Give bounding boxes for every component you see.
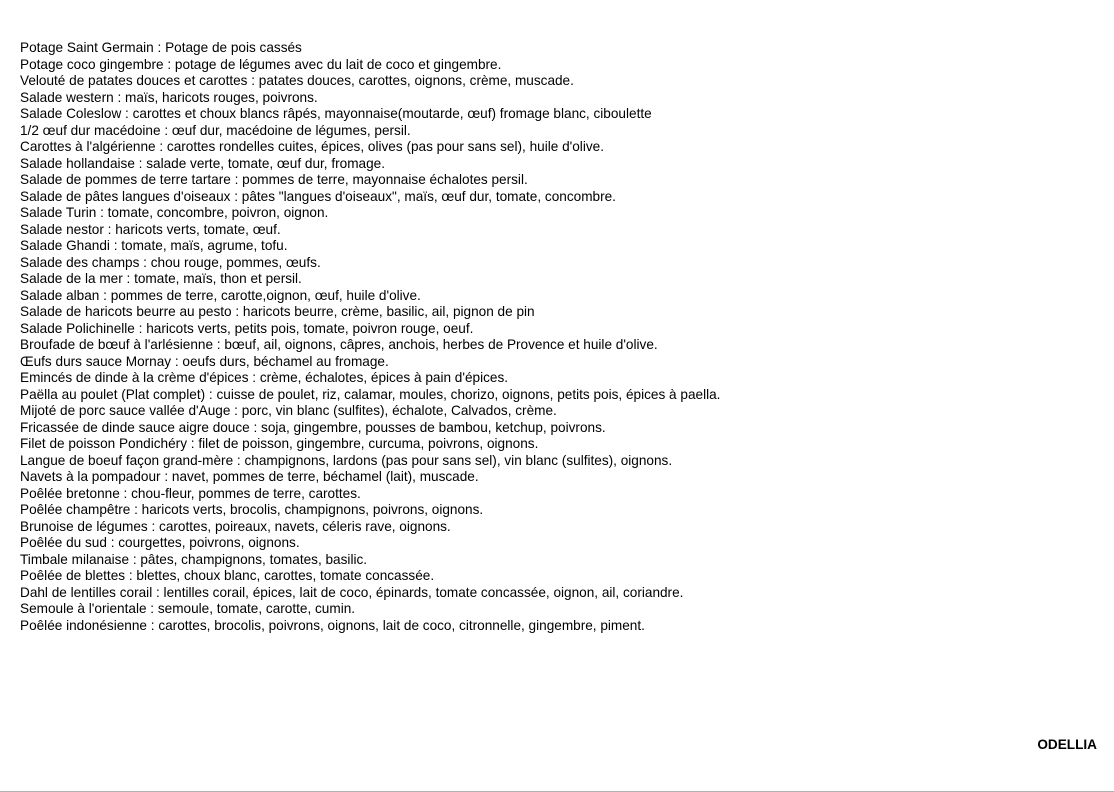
dish-line: Poêlée de blettes : blettes, choux blanc, carottes, tomate concassée. bbox=[20, 568, 435, 583]
dish-line: Langue de boeuf façon grand-mère : champignons, lardons (pas pour sans sel), vin blanc (sulfites), oignons. bbox=[20, 452, 673, 468]
dish-line: Salade Polichinelle : haricots verts, petits pois, tomate, poivron rouge, oeuf. bbox=[20, 320, 474, 336]
dish-line: Dahl de lentilles corail : lentilles corail, épices, lait de coco, épinards, tomate concassée, oignon, ail, coriandre. bbox=[20, 584, 684, 600]
dish-line: Velouté de patates douces et carottes : patates douces, carottes, oignons, crème, muscade. bbox=[20, 73, 574, 88]
dish-line: Salade de pommes de terre tartare : pommes de terre, mayonnaise échalotes persil. bbox=[20, 172, 528, 187]
dish-line: Fricassée de dinde sauce aigre douce : soja, gingembre, pousses de bambou, ketchup, poivrons. bbox=[20, 419, 606, 435]
dish-line: Salade hollandaise : salade verte, tomate, œuf dur, fromage. bbox=[20, 155, 385, 171]
dish-line: Salade de pâtes langues d'oiseaux : pâtes "langues d'oiseaux", maïs, œuf dur, tomate, concombre. bbox=[20, 188, 616, 204]
dish-line: Poêlée champêtre : haricots verts, brocolis, champignons, poivrons, oignons. bbox=[20, 502, 484, 517]
dish-line: Navets à la pompadour : navet, pommes de terre, béchamel (lait), muscade. bbox=[20, 469, 479, 484]
dish-line: Salade des champs : chou rouge, pommes, œufs. bbox=[20, 254, 321, 270]
dish-line: Potage Saint Germain : Potage de pois cassés bbox=[20, 40, 302, 55]
dish-line: Potage coco gingembre : potage de légumes avec du lait de coco et gingembre. bbox=[20, 56, 502, 72]
dish-line: 1/2 œuf dur macédoine : œuf dur, macédoine de légumes, persil. bbox=[20, 122, 411, 138]
dish-line: Salade de haricots beurre au pesto : haricots beurre, crème, basilic, ail, pignon de pin bbox=[20, 304, 535, 319]
dish-line: Salade Turin : tomate, concombre, poivron, oignon. bbox=[20, 205, 329, 220]
dish-line: Timbale milanaise : pâtes, champignons, tomates, basilic. bbox=[20, 551, 368, 567]
dish-line: Poêlée bretonne : chou-fleur, pommes de terre, carottes. bbox=[20, 485, 361, 501]
dish-line: Paëlla au poulet (Plat complet) : cuisse de poulet, riz, calamar, moules, chorizo, oignons, petits pois, épices à paella. bbox=[20, 386, 721, 402]
dish-line: Salade Coleslow : carottes et choux blancs râpés, mayonnaise(moutarde, œuf) fromage blanc, ciboulette bbox=[20, 106, 652, 121]
dish-line: Œufs durs sauce Mornay : oeufs durs, béchamel au fromage. bbox=[20, 353, 389, 369]
dish-line: Semoule à l'orientale : semoule, tomate, carotte, cumin. bbox=[20, 601, 356, 616]
dish-line: Salade nestor : haricots verts, tomate, œuf. bbox=[20, 221, 281, 237]
dish-line: Poêlée indonésienne : carottes, brocolis, poivrons, oignons, lait de coco, citronnelle, gingembre, piment. bbox=[20, 617, 645, 633]
brand-footer: ODELLIA bbox=[1037, 737, 1097, 752]
dish-line: Filet de poisson Pondichéry : filet de poisson, gingembre, curcuma, poivrons, oignons. bbox=[20, 436, 539, 451]
dish-line: Salade Ghandi : tomate, maïs, agrume, tofu. bbox=[20, 238, 288, 253]
dish-line: Salade de la mer : tomate, maïs, thon et persil. bbox=[20, 271, 302, 286]
dish-line: Salade alban : pommes de terre, carotte,oignon, œuf, huile d'olive. bbox=[20, 287, 421, 303]
dish-line: Brunoise de légumes : carottes, poireaux, navets, céleris rave, oignons. bbox=[20, 518, 451, 534]
dish-line: Salade western : maïs, haricots rouges, poivrons. bbox=[20, 89, 318, 105]
dish-line: Broufade de bœuf à l'arlésienne : bœuf, ail, oignons, câpres, anchois, herbes de Provence et huile d'olive. bbox=[20, 337, 658, 352]
dish-line: Carottes à l'algérienne : carottes rondelles cuites, épices, olives (pas pour sans sel), huile d'olive. bbox=[20, 139, 604, 154]
dish-line: Poêlée du sud : courgettes, poivrons, oignons. bbox=[20, 535, 300, 550]
dish-list bbox=[20, 40, 720, 634]
dish-line: Emincés de dinde à la crème d'épices : crème, échalotes, épices à pain d'épices. bbox=[20, 370, 509, 385]
dish-line: Mijoté de porc sauce vallée d'Auge : porc, vin blanc (sulfites), échalote, Calvados, crème. bbox=[20, 403, 557, 418]
